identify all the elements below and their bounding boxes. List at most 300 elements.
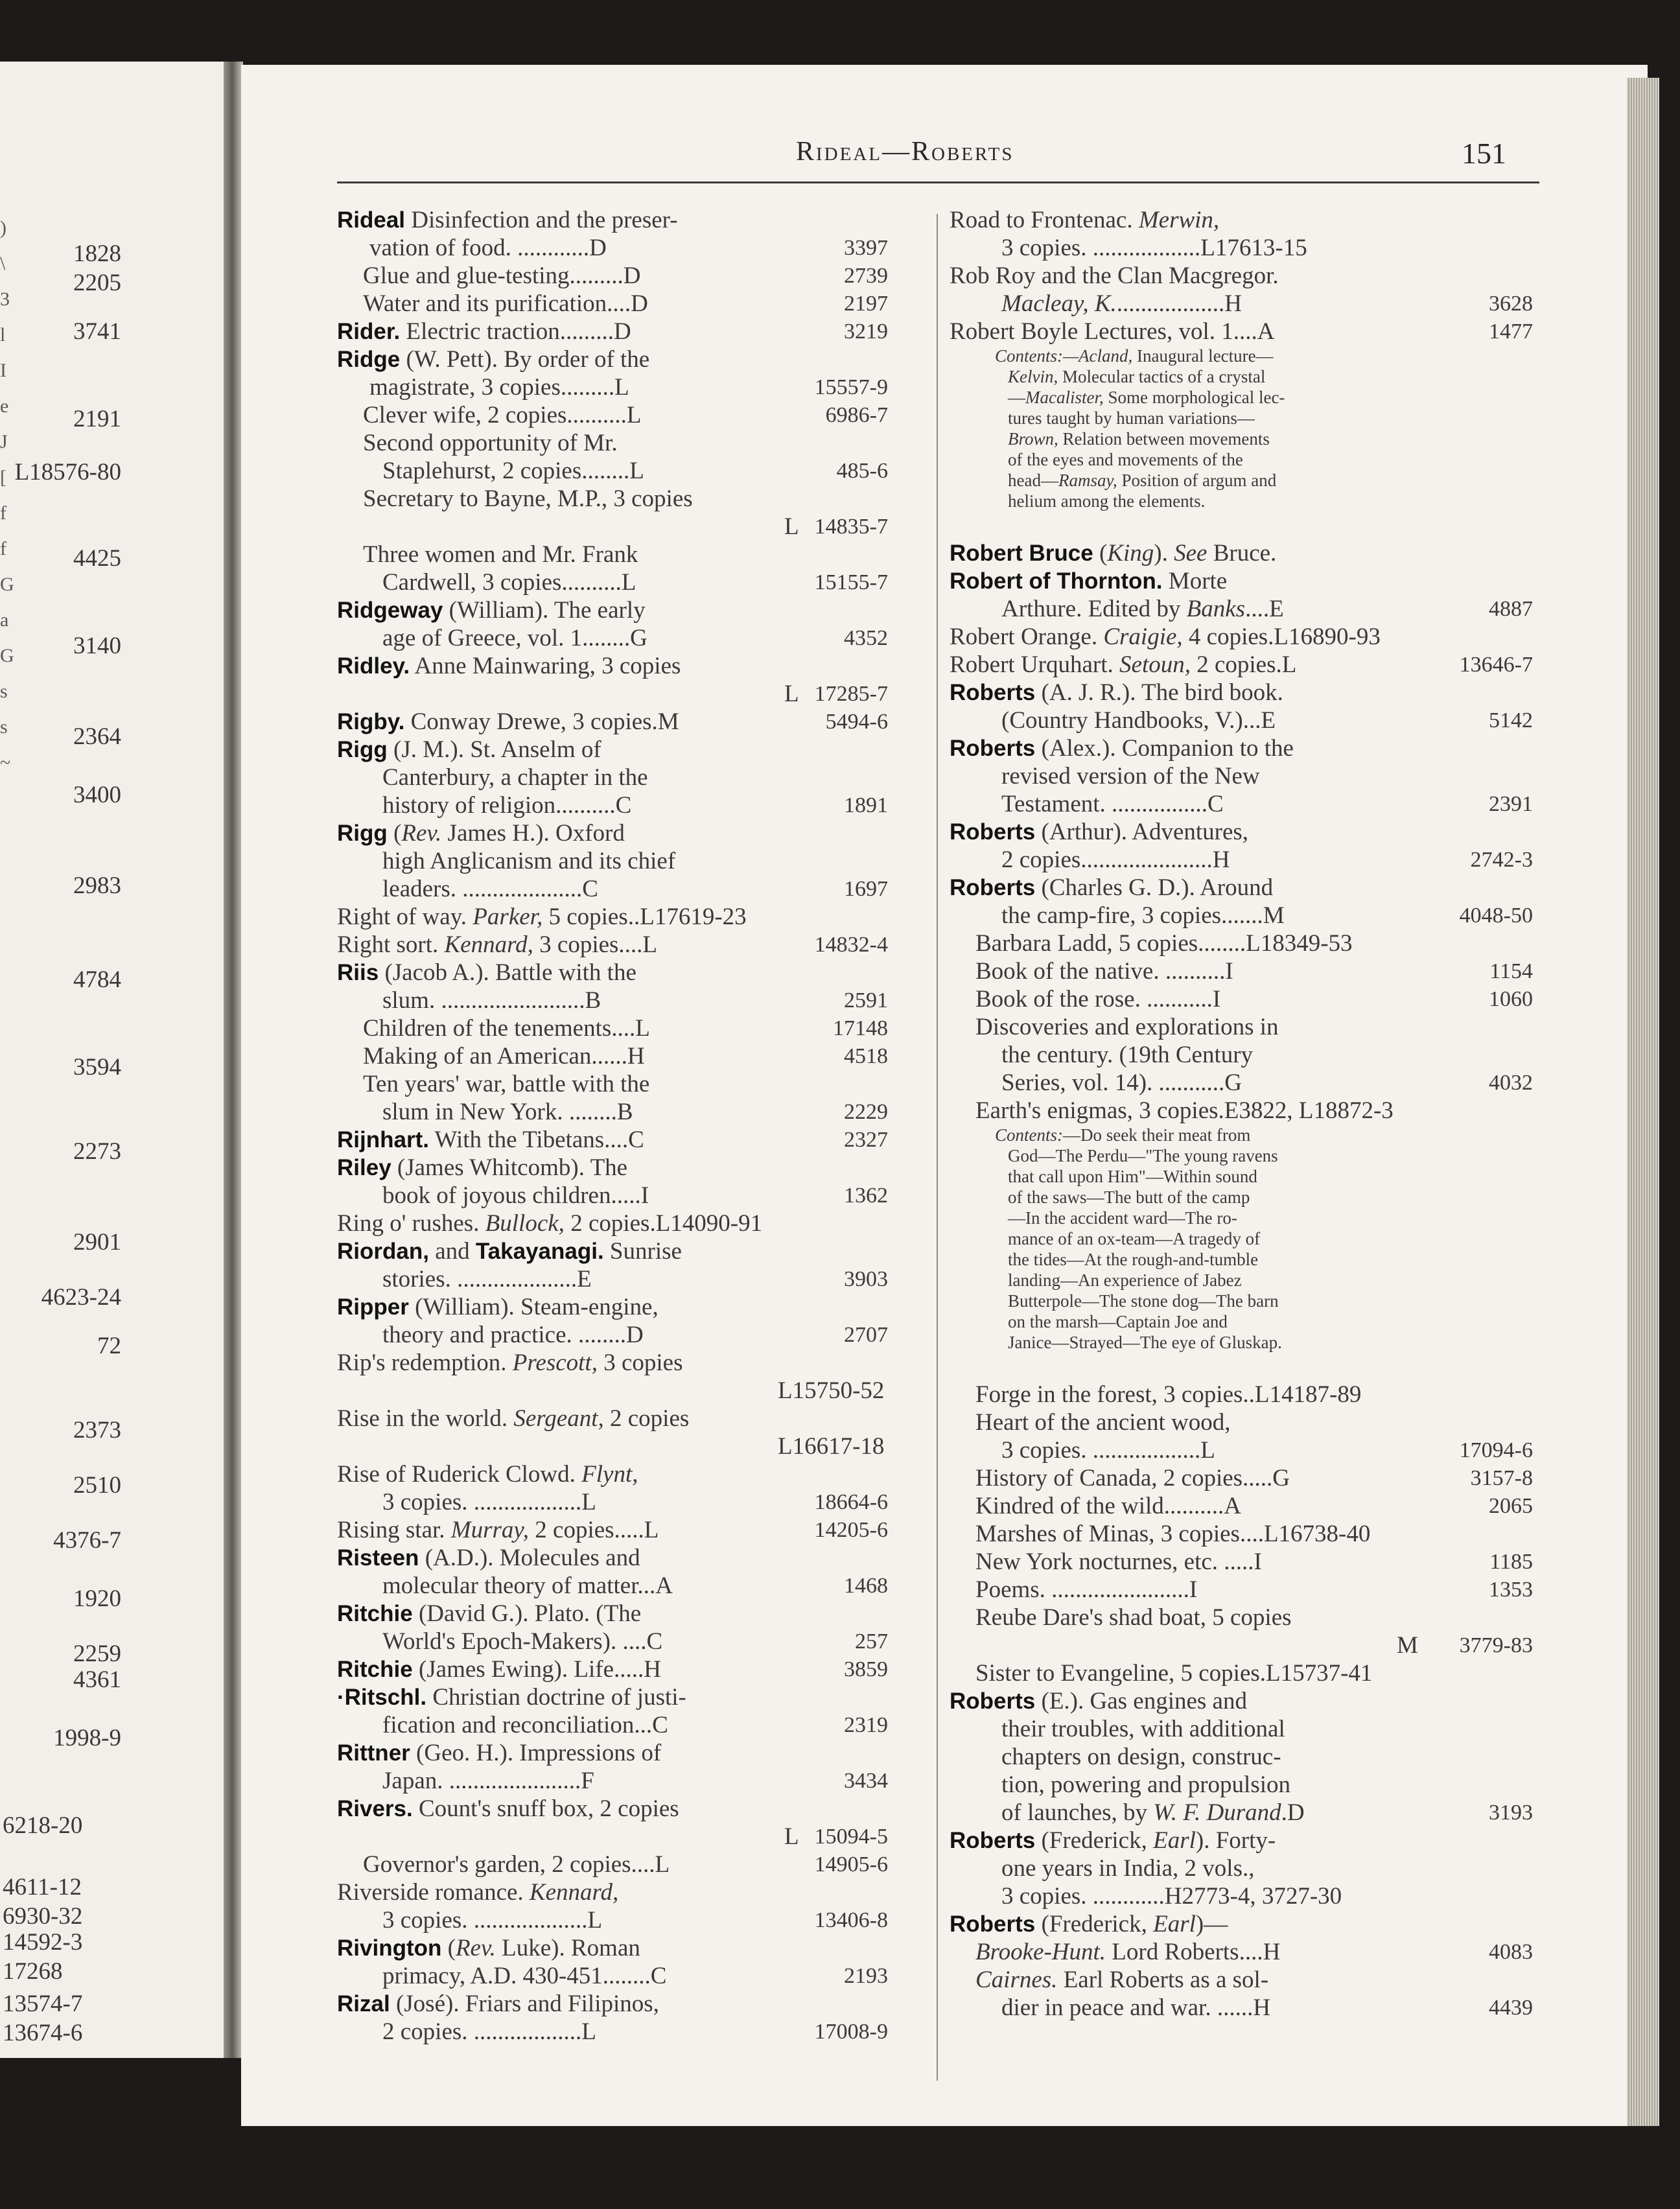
index-entry-line xyxy=(337,680,888,708)
index-entry-line xyxy=(337,1154,888,1182)
index-entry-line xyxy=(337,847,888,875)
entry-segment: Second opportunity of Mr. xyxy=(363,430,618,456)
entry-text xyxy=(337,1739,661,1767)
index-entry-line xyxy=(337,1934,888,1962)
entry-segment: theory and practice. ........D xyxy=(382,1322,644,1348)
entry-text xyxy=(1001,1994,1270,2022)
entry-segment: stories. ....................E xyxy=(382,1266,592,1292)
entry-text xyxy=(995,1125,1250,1145)
entry-segment: tures taught by human variations— xyxy=(1008,408,1255,428)
entry-text xyxy=(337,1934,640,1962)
entry-segment: 3 copies. ..................L xyxy=(382,1489,596,1515)
entry-segment: slum in New York. ........B xyxy=(382,1099,633,1125)
index-entry-line xyxy=(337,1349,888,1377)
index-entry-line xyxy=(337,652,888,680)
entry-text xyxy=(950,818,1248,846)
entry-segment: Governor's garden, 2 copies....L xyxy=(363,1851,670,1878)
index-entry-line xyxy=(337,1321,888,1349)
left-page-number: 4784 xyxy=(73,966,121,993)
entry-segment: L15750-52 xyxy=(778,1377,885,1404)
entry-italic: Rev. xyxy=(401,820,442,847)
entry-segment: head— xyxy=(1008,471,1058,490)
index-entry-line xyxy=(950,449,1533,470)
entry-segment: (Jacob A.). Battle with the xyxy=(379,959,636,986)
left-page-number: 2191 xyxy=(73,406,121,432)
entry-text xyxy=(1001,790,1224,818)
entry-text xyxy=(1001,1799,1305,1827)
entry-segment: History of Canada, 2 copies.....G xyxy=(975,1465,1290,1491)
entry-heading: Rijnhart. xyxy=(337,1127,429,1152)
entry-text xyxy=(382,1711,668,1739)
left-page-number: 13674-6 xyxy=(3,2020,83,2046)
entry-segment: (Geo. H.). Impressions of xyxy=(410,1740,662,1766)
entry-heading: Rigg xyxy=(337,821,388,846)
index-entry-line xyxy=(337,1628,888,1655)
left-page xyxy=(0,62,224,2058)
entry-segment: )— xyxy=(1195,1911,1228,1937)
index-entry-line xyxy=(337,345,888,373)
entry-heading: Ritchie xyxy=(337,1601,413,1626)
index-entry-line xyxy=(950,762,1533,790)
entry-italic: Parker, xyxy=(472,904,543,930)
entry-heading: Rideal xyxy=(337,207,406,233)
entry-segment: Morte xyxy=(1162,568,1228,594)
entry-text xyxy=(337,1878,618,1906)
entry-segment: James H.). Oxford xyxy=(441,820,625,847)
call-number: 1891 xyxy=(844,793,888,817)
index-entry-line xyxy=(950,1353,1533,1381)
entry-heading: Rigg xyxy=(337,737,388,762)
call-number: 1185 xyxy=(1489,1550,1533,1574)
index-entry-line xyxy=(337,1460,888,1488)
left-page-number: 3741 xyxy=(73,318,121,345)
index-entry-line xyxy=(337,1711,888,1739)
left-page-edge-mark: e xyxy=(0,395,9,417)
index-entry-line xyxy=(337,875,888,903)
index-entry-line xyxy=(950,1966,1533,1994)
index-entry-line xyxy=(950,1464,1533,1492)
entry-text xyxy=(337,206,678,234)
index-entry-line xyxy=(950,1799,1533,1827)
call-number: 2319 xyxy=(844,1713,888,1737)
entry-segment: New York nocturnes, etc. .....I xyxy=(975,1549,1262,1575)
entry-segment: history of religion..........C xyxy=(382,792,632,819)
call-number: 17008-9 xyxy=(814,2020,888,2044)
entry-segment: 3 copies....L xyxy=(533,931,658,958)
entry-segment: Marshes of Minas, 3 copies....L16738-40 xyxy=(975,1521,1371,1547)
entry-segment: Poems. .......................I xyxy=(975,1576,1198,1603)
index-entry-line xyxy=(337,1572,888,1600)
index-entry-line xyxy=(337,1182,888,1210)
index-entry-line xyxy=(337,1600,888,1628)
entry-segment: Testament. ................C xyxy=(1001,791,1224,817)
entry-segment: (William). The early xyxy=(443,597,646,624)
entry-text xyxy=(337,1405,689,1432)
call-number: 1477 xyxy=(1489,320,1533,344)
call-number: 3397 xyxy=(844,236,888,260)
entry-text xyxy=(1008,1249,1258,1270)
call-number: 2065 xyxy=(1489,1494,1533,1518)
entry-segment: Robert Orange. xyxy=(950,624,1104,650)
left-page-number: 4425 xyxy=(73,545,121,572)
index-entry-line xyxy=(950,345,1533,366)
index-entry-line xyxy=(950,511,1533,539)
entry-text xyxy=(337,819,625,847)
entry-segment: (William). Steam-engine, xyxy=(408,1294,659,1320)
entry-text xyxy=(778,1377,884,1405)
entry-segment: Robert Boyle Lectures, vol. 1....A xyxy=(950,318,1275,345)
call-number: 2591 xyxy=(844,988,888,1012)
entry-text xyxy=(1001,902,1285,929)
call-number: 3193 xyxy=(1489,1801,1533,1825)
entry-text xyxy=(382,457,644,485)
entry-italic: Macalister, xyxy=(1025,388,1104,407)
index-entry-line xyxy=(950,206,1533,234)
left-page-edge-mark: s xyxy=(0,716,8,738)
entry-segment: of launches, by xyxy=(1001,1799,1154,1826)
entry-text xyxy=(363,290,648,318)
entry-text xyxy=(975,957,1233,985)
call-number: 3628 xyxy=(1489,292,1533,316)
entry-text xyxy=(975,1576,1197,1604)
entry-text xyxy=(1001,290,1242,318)
entry-text xyxy=(975,929,1353,957)
index-entry-line xyxy=(950,1041,1533,1069)
entry-italic: Sergeant, xyxy=(513,1405,604,1432)
entry-text xyxy=(975,1659,1372,1687)
index-entry-line xyxy=(337,1906,888,1934)
entry-heading: Ridgeway xyxy=(337,598,443,623)
entry-text xyxy=(950,651,1296,679)
entry-text xyxy=(363,401,642,429)
left-page-edge-mark: a xyxy=(0,609,9,631)
index-entry-line xyxy=(950,707,1533,734)
call-number: 5494-6 xyxy=(825,710,888,734)
index-entry-line xyxy=(950,734,1533,762)
entry-italic: Brooke-Hunt. xyxy=(975,1939,1106,1965)
entry-text xyxy=(1008,1208,1237,1228)
entry-text xyxy=(1008,470,1276,491)
entry-segment: Discoveries and explorations in xyxy=(975,1014,1279,1040)
index-entry-line xyxy=(950,1715,1533,1743)
entry-italic: Prescott, xyxy=(512,1350,598,1376)
entry-text xyxy=(1001,1743,1281,1771)
entry-segment: Disinfection and the preser- xyxy=(405,207,678,233)
entry-text xyxy=(369,373,629,401)
entry-segment: 2 copies.L xyxy=(1190,651,1297,678)
call-number: 17285-7 xyxy=(814,682,888,706)
entry-segment: Series, vol. 14). ...........G xyxy=(1001,1069,1242,1096)
index-entry-line xyxy=(950,428,1533,449)
call-number: 4352 xyxy=(844,626,888,650)
entry-italic: Contents:—Acland, xyxy=(995,346,1133,366)
entry-heading: ·Ritschl. xyxy=(337,1685,427,1710)
index-entry-line xyxy=(337,401,888,429)
index-entry-line xyxy=(337,931,888,959)
index-entry-line xyxy=(337,1210,888,1237)
index-entry-line xyxy=(950,985,1533,1013)
index-entry-line xyxy=(950,290,1533,318)
index-entry-line xyxy=(337,1851,888,1878)
index-entry-line xyxy=(337,1042,888,1070)
entry-segment: the camp-fire, 3 copies.......M xyxy=(1001,902,1285,929)
entry-segment: Glue and glue-testing.........D xyxy=(363,263,641,289)
index-entry-line xyxy=(950,1145,1533,1166)
entry-segment: their troubles, with additional xyxy=(1001,1716,1285,1742)
entry-text xyxy=(1008,408,1255,428)
entry-segment: L xyxy=(784,513,799,540)
entry-segment: Inaugural lecture— xyxy=(1132,346,1274,366)
entry-segment: Right of way. xyxy=(337,904,473,930)
call-number: 15155-7 xyxy=(814,570,888,594)
index-entry-line xyxy=(950,790,1533,818)
entry-segment: ( xyxy=(387,820,402,847)
entry-segment: — xyxy=(1008,388,1025,407)
entry-text xyxy=(1001,595,1284,623)
index-entry-line xyxy=(337,1683,888,1711)
entry-text xyxy=(778,1432,884,1460)
entry-text xyxy=(975,1097,1394,1125)
entry-text xyxy=(1008,449,1243,470)
entry-segment: high Anglicanism and its chief xyxy=(382,848,676,874)
left-page-number: 4611-12 xyxy=(3,1874,82,1900)
entry-text xyxy=(382,791,631,819)
index-entry-line xyxy=(950,1743,1533,1771)
entry-italic: Earl xyxy=(1153,1911,1196,1937)
index-entry-line xyxy=(950,1854,1533,1882)
entry-text xyxy=(1001,1436,1215,1464)
call-number: 2193 xyxy=(844,1964,888,1988)
entry-italic: Earl xyxy=(1153,1827,1196,1854)
index-entry-line xyxy=(950,1097,1533,1125)
left-page-number: 4623-24 xyxy=(41,1284,121,1311)
index-entry-line xyxy=(337,1405,888,1432)
entry-italic: Cairnes. xyxy=(975,1967,1058,1993)
index-entry-line xyxy=(950,1771,1533,1799)
entry-segment: 2 copies.L14090-91 xyxy=(564,1210,763,1237)
left-page-number: 1998-9 xyxy=(53,1725,121,1751)
entry-text xyxy=(1001,846,1230,874)
entry-text xyxy=(382,1182,649,1210)
call-number: 14835-7 xyxy=(814,515,888,539)
index-entry-line xyxy=(337,290,888,318)
index-entry-line xyxy=(950,1332,1533,1353)
entry-segment: Ten years' war, battle with the xyxy=(363,1071,650,1097)
entry-text xyxy=(337,596,646,624)
index-entry-line xyxy=(337,1098,888,1126)
call-number: 15094-5 xyxy=(814,1825,888,1849)
entry-segment: .D xyxy=(1281,1799,1305,1826)
left-page-number: 3140 xyxy=(73,633,121,659)
entry-text xyxy=(382,764,648,791)
entry-segment: Staplehurst, 2 copies........L xyxy=(382,458,644,484)
entry-segment: World's Epoch-Makers). ....C xyxy=(382,1628,663,1655)
entry-text xyxy=(784,1823,799,1851)
entry-segment: 3 copies xyxy=(597,1350,683,1376)
entry-text xyxy=(1008,491,1205,511)
index-entry-line xyxy=(950,929,1533,957)
index-entry-line xyxy=(950,1659,1533,1687)
index-entry-line xyxy=(950,1228,1533,1249)
entry-segment: —Do seek their meat from xyxy=(1063,1125,1251,1145)
entry-segment: Earl Roberts as a sol- xyxy=(1057,1967,1269,1993)
entry-italic: Kennard, xyxy=(444,931,533,958)
entry-segment: Water and its purification....D xyxy=(363,290,648,317)
call-number: 4048-50 xyxy=(1459,904,1533,928)
left-page-number: 72 xyxy=(97,1333,121,1359)
entry-text xyxy=(1001,1069,1242,1097)
entry-heading: Rittner xyxy=(337,1740,410,1766)
entry-text xyxy=(363,1042,645,1070)
call-number: 6986-7 xyxy=(825,403,888,427)
entry-heading: Riley xyxy=(337,1155,391,1180)
index-entry-line xyxy=(337,736,888,764)
entry-segment: Right sort. xyxy=(337,931,445,958)
call-number: 2197 xyxy=(844,292,888,316)
entry-text xyxy=(1001,1715,1285,1743)
call-number: 4032 xyxy=(1489,1071,1533,1095)
call-number: 2327 xyxy=(844,1128,888,1152)
entry-text xyxy=(950,734,1294,762)
left-page-edge-mark: ~ xyxy=(0,752,11,773)
index-entry-line xyxy=(337,1377,888,1405)
entry-italic: Setoun, xyxy=(1119,651,1191,678)
index-entry-line xyxy=(950,623,1533,651)
index-entry-line xyxy=(950,679,1533,707)
entry-italic: Merwin, xyxy=(1138,207,1220,233)
index-entry-line xyxy=(950,1631,1533,1659)
entry-text xyxy=(975,1492,1241,1520)
entry-segment: Janice—Strayed—The eye of Gluskap. xyxy=(1008,1333,1282,1352)
left-page-edge-mark: G xyxy=(0,574,14,595)
entry-text xyxy=(382,1628,662,1655)
call-number: 1353 xyxy=(1489,1578,1533,1602)
entry-segment: Children of the tenements....L xyxy=(363,1015,650,1042)
entry-text xyxy=(363,429,618,457)
entry-segment: ). xyxy=(1154,540,1174,567)
left-page-number: 2205 xyxy=(73,270,121,296)
entry-heading: Rivers. xyxy=(337,1796,413,1821)
index-entry-line xyxy=(337,1795,888,1823)
index-entry-line xyxy=(950,957,1533,985)
entry-segment: 3 copies. ..................L17613-15 xyxy=(1001,235,1307,261)
entry-heading: Roberts xyxy=(950,1689,1036,1714)
index-entry-line xyxy=(950,1013,1533,1041)
entry-segment: age of Greece, vol. 1........G xyxy=(382,625,648,651)
entry-text xyxy=(1397,1631,1418,1659)
entry-text xyxy=(382,1572,673,1600)
call-number: 18664-6 xyxy=(814,1490,888,1514)
entry-segment: Japan. ......................F xyxy=(382,1768,594,1794)
entry-text xyxy=(975,1464,1290,1492)
entry-segment: 4 copies.L16890-93 xyxy=(1182,624,1381,650)
entry-segment: Rise in the world. xyxy=(337,1405,514,1432)
entry-text xyxy=(1008,1187,1250,1208)
index-entry-line xyxy=(950,1492,1533,1520)
index-entry-line xyxy=(950,1125,1533,1145)
entry-text xyxy=(975,1408,1231,1436)
entry-text xyxy=(382,1962,666,1990)
entry-segment: one years in India, 2 vols., xyxy=(1001,1855,1255,1882)
index-entry-line xyxy=(950,1687,1533,1715)
index-entry-line xyxy=(337,1544,888,1572)
entry-text xyxy=(337,652,681,680)
index-entry-line xyxy=(337,541,888,568)
index-entry-line xyxy=(337,1990,888,2018)
index-entry-line xyxy=(950,366,1533,387)
left-page-edge-mark: J xyxy=(0,431,8,452)
entry-segment: magistrate, 3 copies.........L xyxy=(369,374,629,401)
entry-segment: Count's snuff box, 2 copies xyxy=(412,1795,679,1822)
left-page-edge-mark: l xyxy=(0,324,6,345)
index-entry-line xyxy=(337,708,888,736)
index-entry-line xyxy=(337,791,888,819)
entry-text xyxy=(337,1237,682,1265)
entry-segment: ( xyxy=(441,1935,456,1961)
index-entry-line xyxy=(337,1265,888,1293)
index-entry-line xyxy=(337,1432,888,1460)
entry-italic: Craigie, xyxy=(1103,624,1183,650)
left-page-number: 4361 xyxy=(73,1666,121,1693)
entry-segment: Clever wife, 2 copies..........L xyxy=(363,402,642,428)
left-page-number: 4376-7 xyxy=(53,1527,121,1554)
entry-text xyxy=(337,708,679,736)
entry-heading: Ritchie xyxy=(337,1657,413,1682)
call-number: 4439 xyxy=(1489,1996,1533,2020)
entry-segment: (Country Handbooks, V.)...E xyxy=(1001,707,1276,734)
index-entry-line xyxy=(950,1381,1533,1408)
entry-segment: chapters on design, construc- xyxy=(1001,1744,1281,1770)
entry-italic: Kelvin, xyxy=(1008,367,1058,386)
entry-italic: Murray, xyxy=(450,1517,530,1543)
entry-italic: Macleay, K. xyxy=(1001,290,1117,317)
index-entry-line xyxy=(337,262,888,290)
call-number: 1697 xyxy=(844,877,888,901)
index-entry-line xyxy=(337,429,888,457)
entry-segment: Conway Drewe, 3 copies.M xyxy=(404,708,679,735)
entry-segment: Three women and Mr. Frank xyxy=(363,541,638,568)
entry-segment: the tides—At the rough-and-tumble xyxy=(1008,1250,1259,1269)
left-page-number: 2259 xyxy=(73,1641,121,1667)
left-page-number: 1920 xyxy=(73,1585,121,1612)
index-entry-line xyxy=(950,902,1533,929)
index-entry-line xyxy=(337,1767,888,1795)
index-entry-line xyxy=(950,1520,1533,1548)
entry-segment: ( xyxy=(1093,540,1108,567)
index-entry-line xyxy=(337,624,888,652)
entry-text xyxy=(975,1520,1370,1548)
entry-segment: landing—An experience of Jabez xyxy=(1008,1270,1242,1290)
entry-segment: Rip's redemption. xyxy=(337,1350,513,1376)
left-page-edge-mark: [ xyxy=(0,467,6,488)
index-entry-line xyxy=(337,513,888,541)
index-entry-line xyxy=(337,1739,888,1767)
entry-segment: Canterbury, a chapter in the xyxy=(382,764,648,791)
entry-text xyxy=(975,1013,1279,1041)
entry-text xyxy=(975,1381,1361,1408)
entry-segment: helium among the elements. xyxy=(1008,491,1206,511)
entry-segment: With the Tibetans....C xyxy=(428,1127,644,1153)
left-page-number: 17268 xyxy=(3,1958,63,1985)
entry-segment: tion, powering and propulsion xyxy=(1001,1771,1291,1798)
index-entry-line xyxy=(950,1187,1533,1208)
index-entry-line xyxy=(950,651,1533,679)
left-page-number: 1828 xyxy=(73,240,121,267)
left-page-edge-mark: f xyxy=(0,538,6,559)
entry-segment: Butterpole—The stone dog—The barn xyxy=(1008,1291,1279,1311)
call-number: 14832-4 xyxy=(814,933,888,957)
left-page-edge-mark: I xyxy=(0,360,6,381)
